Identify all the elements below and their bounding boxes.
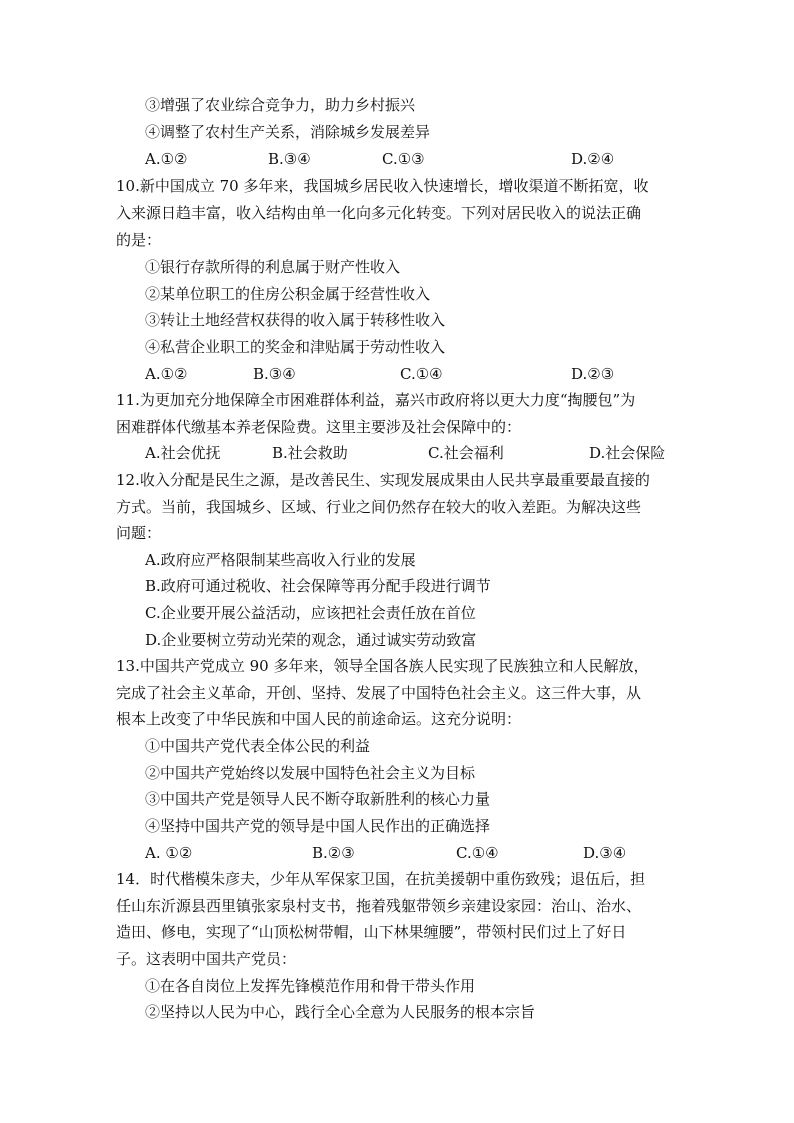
q13-item-2: ②中国共产党始终以发展中国特色社会主义为目标 bbox=[145, 764, 476, 782]
q13-item-1: ①中国共产党代表全体公民的利益 bbox=[145, 737, 371, 755]
q14-stem-line-3: 造田、修电，实现了“山顶松树带帽，山下林果缠腰”，带领村民们过上了好日 bbox=[116, 923, 627, 941]
q12-option-d: D.企业要树立劳动光荣的观念，通过诚实劳动致富 bbox=[145, 631, 477, 649]
q10-stem-line-3: 的是： bbox=[116, 231, 162, 249]
q12-option-a: A.政府应严格限制某些高收入行业的发展 bbox=[145, 551, 416, 569]
q10-item-4: ④私营企业职工的奖金和津贴属于劳动性收入 bbox=[145, 338, 446, 356]
q10-stem-line-2: 入来源日趋丰富，收入结构由单一化向多元化转变。下列对居民收入的说法正确 bbox=[116, 204, 642, 222]
q13-item-3: ③中国共产党是领导人民不断夺取新胜利的核心力量 bbox=[145, 790, 491, 808]
q13-stem-line-3: 根本上改变了中华民族和中国人民的前途命运。这充分说明： bbox=[116, 710, 522, 728]
q12-option-c: C.企业要开展公益活动，应该把社会责任放在首位 bbox=[145, 604, 476, 622]
q11-option-d: D.社会保险 bbox=[589, 444, 666, 462]
q9-option-c: C.①③ bbox=[382, 150, 425, 168]
q10-option-d: D.②③ bbox=[571, 365, 615, 383]
q12-stem-line-3: 问题： bbox=[116, 524, 162, 542]
q13-item-4: ④坚持中国共产党的领导是中国人民作出的正确选择 bbox=[145, 817, 491, 835]
q11-stem-line-2: 困难群体代缴基本养老保险费。这里主要涉及社会保障中的： bbox=[116, 418, 522, 436]
q14-stem-line-4: 子。这表明中国共产党员： bbox=[116, 950, 297, 968]
q9-item-3: ③增强了农业综合竞争力，助力乡村振兴 bbox=[145, 96, 416, 114]
q14-stem-line-1: 14．时代楷模朱彦夫，少年从军保家卫国，在抗美援朝中重伤致残；退伍后，担 bbox=[116, 870, 646, 888]
q11-option-a: A.社会优抚 bbox=[145, 444, 221, 462]
q9-item-4: ④调整了农村生产关系，消除城乡发展差异 bbox=[145, 123, 431, 141]
q10-option-c: C.①④ bbox=[400, 365, 443, 383]
q14-stem-line-2: 任山东沂源县西里镇张家泉村支书，拖着残躯带领乡亲建设家园：治山、治水、 bbox=[116, 897, 642, 915]
q13-option-a: A. ①② bbox=[145, 844, 193, 862]
q12-stem-line-1: 12.收入分配是民生之源，是改善民生、实现发展成果由人民共享最重要最直接的 bbox=[116, 471, 650, 489]
q9-option-a: A.①② bbox=[145, 150, 188, 168]
q14-item-2: ②坚持以人民为中心，践行全心全意为人民服务的根本宗旨 bbox=[145, 1003, 536, 1021]
q10-item-1: ①银行存款所得的利息属于财产性收入 bbox=[145, 258, 401, 276]
q12-stem-line-2: 方式。当前，我国城乡、区域、行业之间仍然存在较大的收入差距。为解决这些 bbox=[116, 498, 642, 516]
q11-stem-line-1: 11.为更加充分地保障全市困难群体利益，嘉兴市政府将以更大力度“掏腰包”为 bbox=[116, 391, 636, 409]
q9-option-d: D.②④ bbox=[571, 150, 615, 168]
q13-option-c: C.①④ bbox=[456, 844, 499, 862]
q11-option-b: B.社会救助 bbox=[272, 444, 348, 462]
q13-stem-line-2: 完成了社会主义革命，开创、坚持、发展了中国特色社会主义。这三件大事，从 bbox=[116, 684, 642, 702]
q13-stem-line-1: 13.中国共产党成立 90 多年来，领导全国各族人民实现了民族独立和人民解放， bbox=[116, 657, 649, 675]
q10-option-a: A.①② bbox=[145, 365, 188, 383]
q14-item-1: ①在各自岗位上发挥先锋模范作用和骨干带头作用 bbox=[145, 977, 476, 995]
q10-item-3: ③转让土地经营权获得的收入属于转移性收入 bbox=[145, 311, 446, 329]
q10-option-b: B.③④ bbox=[253, 365, 296, 383]
q10-item-2: ②某单位职工的住房公积金属于经营性收入 bbox=[145, 285, 431, 303]
q11-option-c: C.社会福利 bbox=[428, 444, 504, 462]
q12-option-b: B.政府可通过税收、社会保障等再分配手段进行调节 bbox=[145, 577, 491, 595]
q13-option-b: B.②③ bbox=[312, 844, 355, 862]
q13-option-d: D.③④ bbox=[583, 844, 627, 862]
q10-stem-line-1: 10.新中国成立 70 多年来，我国城乡居民收入快速增长，增收渠道不断拓宽，收 bbox=[116, 177, 649, 195]
q9-option-b: B.③④ bbox=[268, 150, 311, 168]
